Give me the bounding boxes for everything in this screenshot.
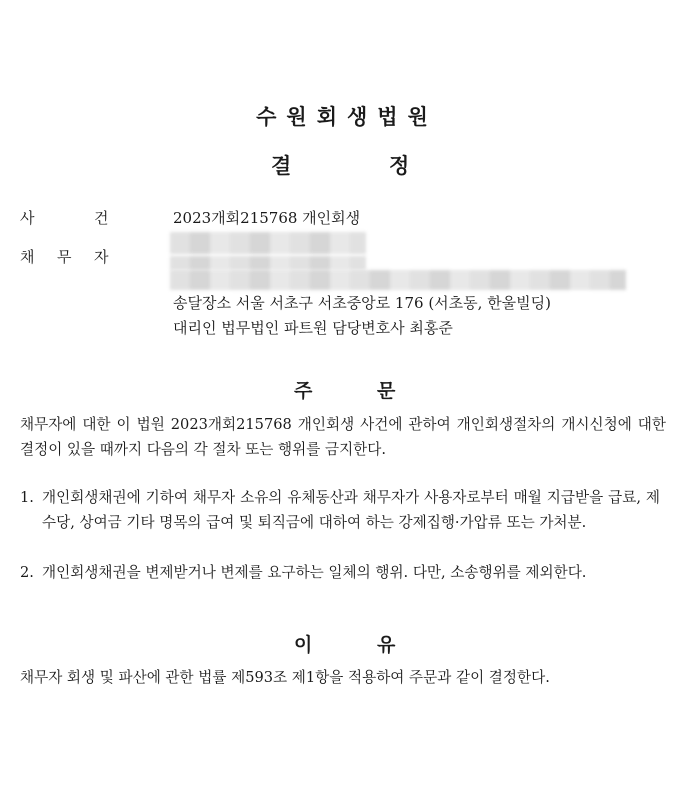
order-heading-right: 문 <box>377 380 396 402</box>
reason-heading-right: 유 <box>377 634 396 656</box>
order-item-1-text: 개인회생채권에 기하여 채무자 소유의 유체동산과 채무자가 사용자로부터 매월 지급받을 급료, 제수당, 상여금 기타 명목의 급여 및 퇴직금에 대하여 하는 강제집행·가압류 또는 가처분. <box>42 489 660 531</box>
service-address: 송달장소 서울 서초구 서초중앙로 176 (서초동, 한울빌딩) <box>173 294 552 312</box>
court-name: 수원회생법원 <box>256 105 438 129</box>
order-item-2-number: 2. <box>20 564 34 581</box>
redacted-debtor-name <box>170 232 366 254</box>
order-intro: 채무자에 대한 이 법원 2023개회215768 개인회생 사건에 관하여 개인회생절차의 개시신청에 대한 결정이 있을 때까지 다음의 각 절차 또는 행위를 금지한다. <box>20 416 666 458</box>
order-item-1 <box>20 485 660 535</box>
order-heading-left: 주 <box>294 380 313 402</box>
order-item-2-text: 개인회생채권을 변제받거나 변제를 요구하는 일체의 행위. 다만, 소송행위를 제외한다. <box>42 564 587 581</box>
reason-heading-left: 이 <box>294 634 313 656</box>
case-number: 2023개회215768 개인회생 <box>173 209 361 227</box>
case-label-a: 사 <box>20 209 35 227</box>
order-item-2 <box>20 560 660 585</box>
agent-info: 대리인 법무법인 파트원 담당변호사 최홍준 <box>173 319 453 337</box>
debtor-label-c: 자 <box>94 248 109 266</box>
debtor-label-a: 채 <box>20 248 35 266</box>
order-item-1-number: 1. <box>20 489 34 506</box>
doc-type-left: 결 <box>271 154 292 178</box>
reason-text: 채무자 회생 및 파산에 관한 법률 제593조 제1항을 적용하여 주문과 같이 결정한다. <box>20 669 550 686</box>
doc-type-right: 정 <box>389 154 410 178</box>
redacted-debtor-address <box>170 270 626 290</box>
debtor-label-b: 무 <box>57 248 72 266</box>
redacted-debtor-id <box>170 256 366 270</box>
case-label-b: 건 <box>94 209 109 227</box>
